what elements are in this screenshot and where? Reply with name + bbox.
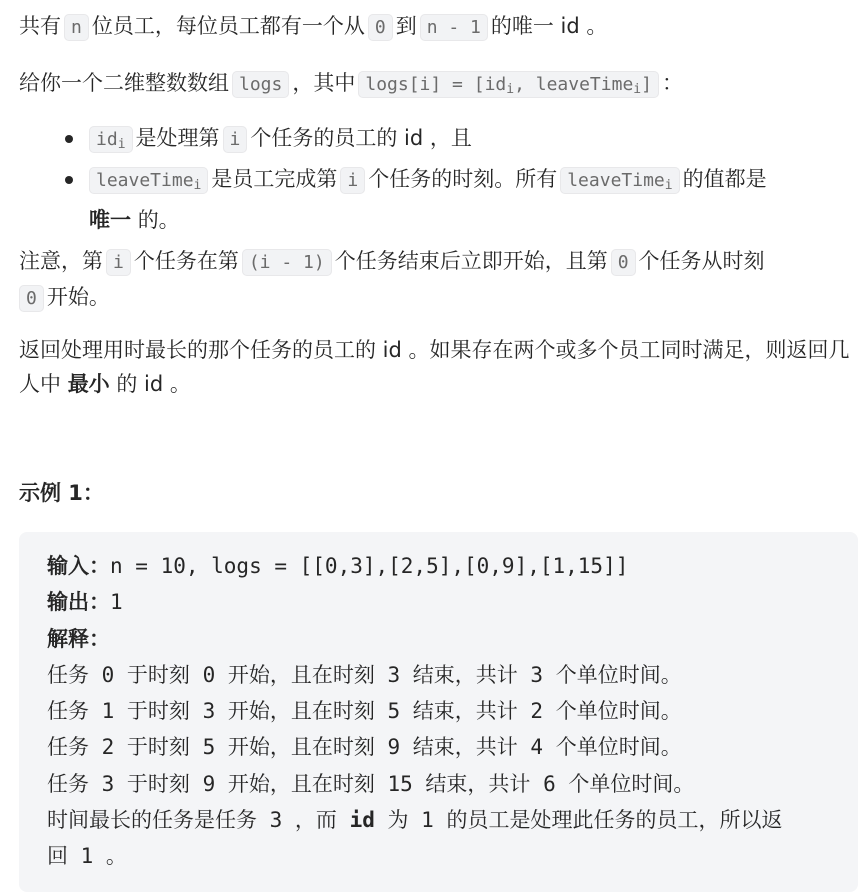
text: 时间最长的任务是任务 3 ，而 <box>47 808 350 833</box>
inline-code-leavetime <box>89 167 208 194</box>
subscript: i <box>633 82 642 97</box>
inline-code-zero: 0 <box>611 249 636 276</box>
subscript: i <box>506 82 515 97</box>
inline-code-i-minus-1: (i - 1) <box>242 249 332 276</box>
text: 个任务从时刻 <box>638 249 765 273</box>
text: 位员工，每位员工都有一个从 <box>91 14 365 38</box>
inline-code-leavetime <box>560 167 679 194</box>
inline-code-id <box>89 126 133 153</box>
text: 的 id 。 <box>116 372 191 396</box>
inline-code-zero: 0 <box>368 14 393 41</box>
bold-text: id <box>349 808 375 833</box>
explain-line: 任务 2 于时刻 5 开始，且在时刻 9 结束，共计 4 个单位时间。 <box>47 735 682 760</box>
code-part: logs[i] = [id <box>365 74 507 95</box>
inline-code-i: i <box>340 167 365 194</box>
text: 个任务的时刻。所有 <box>368 167 558 191</box>
output-label: 输出： <box>47 590 110 615</box>
inline-code-logs-def <box>358 71 659 98</box>
inline-code-logs: logs <box>232 71 289 98</box>
subscript: i <box>664 178 673 193</box>
text: 为 1 的员工是处理此任务的员工，所以返 <box>374 808 783 833</box>
text: 是处理第 <box>135 126 220 150</box>
text: 个任务在第 <box>133 249 239 273</box>
conclusion-line <box>47 802 782 838</box>
bullet-icon <box>65 135 73 143</box>
text: ，其中 <box>292 71 356 95</box>
list-item <box>19 162 855 237</box>
text: 给你一个二维整数数组 <box>19 71 229 95</box>
bold-text: 最小 <box>67 372 110 396</box>
paragraph-logs <box>19 66 683 107</box>
paragraph-note <box>19 244 855 316</box>
bullet-icon <box>65 176 73 184</box>
text: 共有 <box>19 14 61 38</box>
example-title: 示例 1： <box>19 481 104 505</box>
text: 返回处理用时最长的那个任务的员工的 id 。如果存在两个或多个员工同时满足，则返回几人中 <box>19 338 850 396</box>
inline-code-zero: 0 <box>19 285 44 312</box>
explain-label: 解释： <box>47 626 110 651</box>
text: 到 <box>395 14 417 38</box>
code-part: id <box>96 129 118 150</box>
conclusion-line: 回 1 。 <box>47 844 127 869</box>
text: 的唯一 id 。 <box>490 14 608 38</box>
code-part: leaveTime <box>567 170 665 191</box>
paragraph-return <box>19 333 855 401</box>
input-label: 输入： <box>47 554 110 578</box>
text: 开始。 <box>46 285 110 309</box>
text: 个任务结束后立即开始，且第 <box>334 249 608 273</box>
code-part: ] <box>641 74 652 95</box>
text: 注意，第 <box>19 249 103 273</box>
subscript: i <box>193 178 202 193</box>
example-block <box>19 532 858 892</box>
input-value: n = 10, logs = [[0,3],[2,5],[0,9],[1,15]] <box>110 554 629 578</box>
inline-code-i: i <box>223 126 248 153</box>
example-output-line <box>47 584 782 620</box>
definition-list <box>19 121 855 237</box>
subscript: i <box>117 137 126 152</box>
text: 个任务的员工的 id ，且 <box>250 126 472 150</box>
output-value: 1 <box>110 590 123 615</box>
inline-code-i: i <box>106 249 131 276</box>
example-input-line <box>47 548 782 584</box>
bold-text: 唯一 <box>89 208 131 232</box>
explain-line: 任务 3 于时刻 9 开始，且在时刻 15 结束，共计 6 个单位时间。 <box>47 771 695 796</box>
text: 的。 <box>137 208 180 232</box>
explain-line: 任务 1 于时刻 3 开始，且在时刻 5 结束，共计 2 个单位时间。 <box>47 699 682 724</box>
code-part: , leaveTime <box>514 74 634 95</box>
example-code <box>47 548 782 875</box>
paragraph-employees <box>19 9 607 45</box>
inline-code-n-minus-1: n - 1 <box>420 14 488 41</box>
text: ： <box>661 71 683 95</box>
code-part: leaveTime <box>96 170 194 191</box>
text: 的值都是 <box>682 167 767 191</box>
explain-line: 任务 0 于时刻 0 开始，且在时刻 3 结束，共计 3 个单位时间。 <box>47 662 682 687</box>
list-item <box>19 121 855 162</box>
inline-code-n: n <box>64 14 89 41</box>
text: 是员工完成第 <box>211 167 338 191</box>
